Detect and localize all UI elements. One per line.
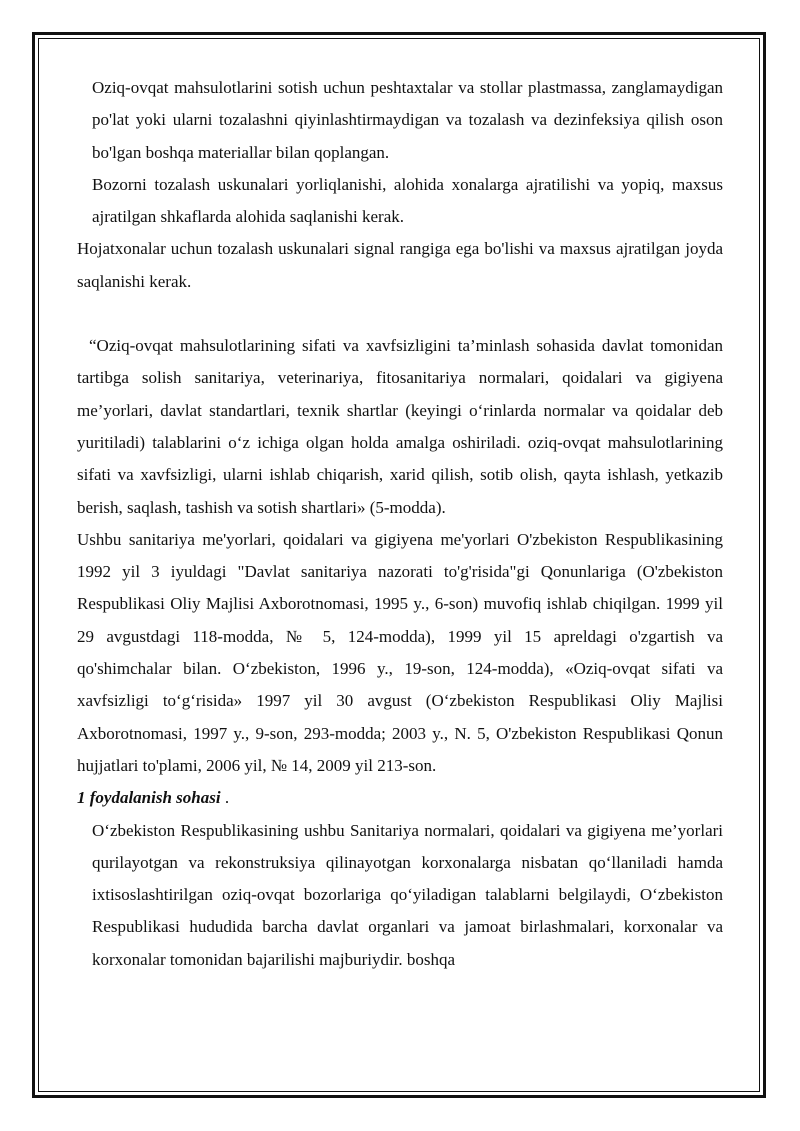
- section-heading-text: 1 foydalanish sohasi: [77, 788, 221, 808]
- section-heading-suffix: .: [220, 788, 230, 808]
- section-heading: [77, 782, 723, 814]
- paragraph-counters: Oziq-ovqat mahsulotlarini sotish uchun peshtaxtalar va stollar plastmassa, zanglamaydigan po'lat yoki ularni tozalashni qiyinlashtirmaydigan va tozalash va dezinfeksiya qilish oson bo'lgan boshqa materiallar bilan qoplangan.: [92, 78, 723, 162]
- paragraph-quote-article-5: “Oziq-ovqat mahsulotlarining sifati va xavfsizligini ta’minlash sohasida davlat tomonidan tartibga solish sanitariya, veterinariya, fitosanitariya normalari, qoidalari va gigiyena me’yorlari, davlat standartlari, texnik shartlar (keyingi o‘rinlarda normalar va qoidalar deb yuritiladi) talablarini o‘z ichiga olgan holda amalga oshiriladi. oziq-ovqat mahsulotlarining sifati va xavfsizligi, ularni ishlab chiqarish, xarid qilish, sotib olish, qayta ishlash, yetkazib berish, saqlash, tashish va sotish shartlari» (5-modda).: [77, 336, 723, 517]
- paragraph-legal-basis: Ushbu sanitariya me'yorlari, qoidalari va gigiyena me'yorlari O'zbekiston Respublikasining 1992 yil 3 iyuldagi "Davlat sanitariya nazorati to'g'risida"gi Qonunlariga (O'zbekiston Respublikasi Oliy Majlisi Axborotnomasi, 1995 y., 6-son) muvofiq ishlab chiqilgan. 1999 yil 29 avgustdagi 118-modda, № 5, 124-modda), 1999 yil 15 apreldagi o'zgartish va qo'shimchalar bilan. O‘zbekiston, 1996 y., 19-son, 124-modda), «Oziq-ovqat sifati va xavfsizligi to‘g‘risida» 1997 yil 30 avgust (O‘zbekiston Respublikasi Oliy Majlisi Axborotnomasi, 1997 y., 9-son, 293-modda; 2003 y., N. 5, O'zbekiston Respublikasi Qonun hujjatlari to'plami, 2006 yil, № 14, 2009 yil 213-son.: [77, 529, 723, 775]
- paragraph-spacer: [77, 298, 723, 330]
- paragraph-cleaning-equipment: Bozorni tozalash uskunalari yorliqlanishi, alohida xonalarga ajratilishi va yopiq, maxsus ajratilgan shkaflarda alohida saqlanishi kerak.: [92, 174, 723, 227]
- paragraph-toilet-equipment: Hojatxonalar uchun tozalash uskunalari signal rangiga ega bo'lishi va maxsus ajratilgan joyda saqlanishi kerak.: [77, 239, 723, 291]
- document-body: [77, 72, 723, 976]
- paragraph-scope: O‘zbekiston Respublikasining ushbu Sanitariya normalari, qoidalari va gigiyena me’yorlari qurilayotgan va rekonstruksiya qilinayotgan korxonalarga nisbatan qo‘llaniladi hamda ixtisoslashtirilgan oziq-ovqat bozorlariga qo‘yiladigan talablarni belgilaydi, O‘zbekiston Respublikasi hududida barcha davlat organlari va jamoat birlashmalari, korxonalar va korxonalar tomonidan bajarilishi majburiydir. boshqa: [92, 820, 723, 969]
